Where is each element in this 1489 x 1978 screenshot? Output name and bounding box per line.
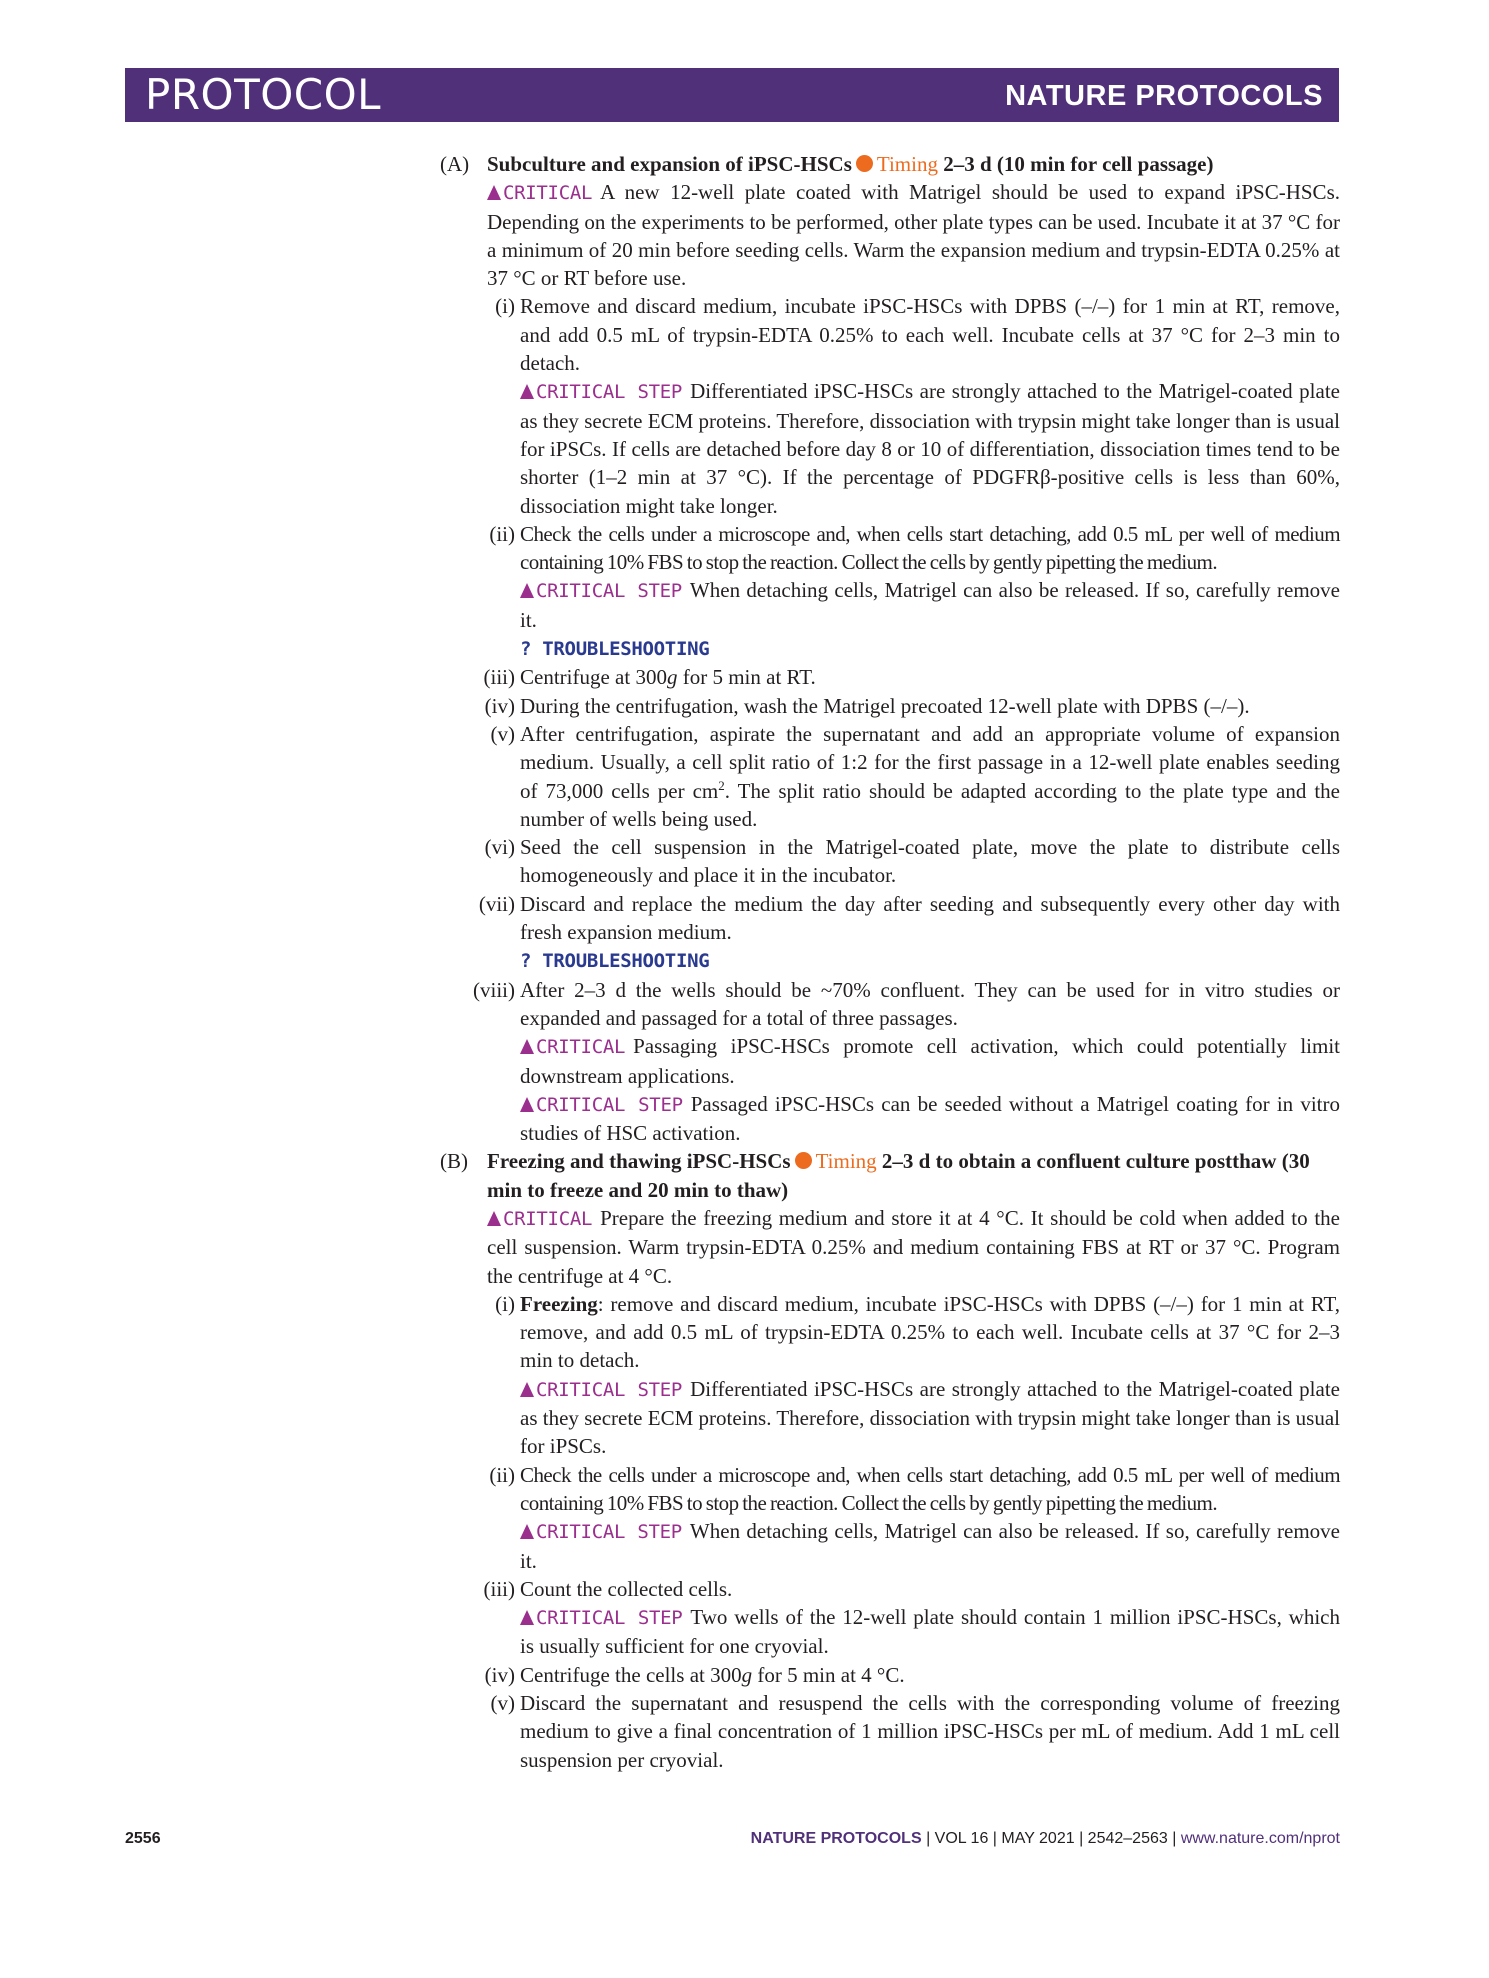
critical-label: CRITICAL (503, 1207, 593, 1230)
section-a-label: (A) (440, 152, 470, 176)
timing-dot-icon (856, 155, 873, 172)
section-a-critical: A new 12-well plate coated with Matrigel should be used to expand iPSC-HSCs. Depending on the experiments to be performed, other plate types can be used. Incubate it at 37 °C for a minimum of 20 min before seeding cells. Warm the expansion medium and trypsin-EDTA 0.25% at 37 °C or RT before use. (487, 180, 1340, 291)
footer-journal: NATURE PROTOCOLS (750, 1830, 922, 1847)
step-b-ii: (ii) Check the cells under a microscope and, when cells start detaching, add 0.5 mL per well of medium containing 10% FBS to stop the reaction. Collect the cells by gently pipetting the medium. CRITICAL STEP When detaching cells, Matrigel can also be released. If so, carefully remove it. (489, 1462, 1340, 1573)
step-text: After 2–3 d the wells should be ~70% confluent. They can be used for in vitro studies or expanded and passaged for a total of three passages. (520, 977, 1340, 1030)
section-a-title: Subculture and expansion of iPSC-HSCs (487, 152, 852, 176)
section-b-title: Freezing and thawing iPSC-HSCs (487, 1149, 791, 1174)
section-label: PROTOCOL (145, 70, 382, 119)
section-b-label: (B) (440, 1149, 468, 1174)
section-b (440, 1147, 1340, 1774)
step-a-iv: (iv) During the centrifugation, wash the Matrigel precoated 12-well plate with DPBS (–/–). (487, 692, 1340, 720)
step-text: Count the collected cells. (520, 1576, 733, 1601)
critical-step-label: CRITICAL STEP (536, 381, 683, 404)
footer-date: MAY 2021 (1001, 1830, 1075, 1847)
timing-label: Timing (876, 152, 938, 176)
section-a (440, 150, 1340, 1147)
critical-triangle-icon (520, 1610, 534, 1625)
critical-triangle-icon (520, 1039, 534, 1054)
step-a-vii: (vii) Discard and replace the medium the day after seeding and subsequently every other day with fresh expansion medium. ? TROUBLESHOOTING (478, 891, 1340, 973)
critical-step-text: When detaching cells, Matrigel can also be released. If so, carefully remove it. (520, 1519, 1340, 1573)
critical-triangle-icon (487, 185, 501, 200)
troubleshooting-link[interactable]: ? TROUBLESHOOTING (520, 950, 710, 973)
main-content (440, 150, 1340, 1774)
critical-step-label: CRITICAL STEP (536, 1607, 683, 1630)
step-a-ii: (ii) Check the cells under a microscope and, when cells start detaching, add 0.5 mL per well of medium containing 10% FBS to stop the reaction. Collect the cells by gently pipetting the medium. CRITICAL STEP When detaching cells, Matrigel can also be released. If so, carefully remove it. ? TROUBLESHOOTING (489, 521, 1340, 661)
critical-triangle-icon (520, 583, 534, 598)
critical-triangle-icon (520, 1524, 534, 1539)
step-a-iii: (iii) Centrifuge at 300g for 5 min at RT. (487, 663, 1340, 691)
section-a-timing: 2–3 d (10 min for cell passage) (943, 152, 1214, 176)
step-text: During the centrifugation, wash the Matrigel precoated 12-well plate with DPBS (–/–). (520, 693, 1250, 718)
step-text: Check the cells under a microscope and, when cells start detaching, add 0.5 mL per well of medium containing 10% FBS to stop the reaction. Collect the cells by gently pipetting the medium. (520, 521, 1340, 575)
step-a-viii: (viii) After 2–3 d the wells should be ~70% confluent. They can be used for in vitro studies or expanded and passaged for a total of three passages. CRITICAL Passaging iPSC-HSCs promote cell activation, which could potentially limit downstream applications. CRITICAL STEP Passaged iPSC-HSCs can be seeded without a Matrigel coating for in vitro studies of HSC activation. (473, 977, 1340, 1146)
critical-step-label: CRITICAL STEP (536, 1521, 682, 1544)
critical-triangle-icon (520, 1097, 534, 1112)
critical-triangle-icon (520, 1382, 534, 1397)
critical-label: CRITICAL (503, 182, 593, 205)
troubleshooting-link[interactable]: ? TROUBLESHOOTING (520, 638, 710, 661)
critical-step-text: Differentiated iPSC-HSCs are strongly attached to the Matrigel-coated plate as they secrete ECM proteins. Therefore, dissociation with trypsin might take longer than is usual for iPSCs. If cells are detached before day 8 or 10 of differentiation, dissociation times tend to be shorter (1–2 min at 37 °C). If the percentage of PDGFRβ-positive cells is less than 60%, dissociation might take longer. (520, 379, 1340, 518)
step-b-i: (i) Freezing: remove and discard medium, incubate iPSC-HSCs with DPBS (–/–) for 1 min at RT, remove, and add 0.5 mL of trypsin-EDTA 0.25% to each well. Incubate cells at 37 °C for 2–3 min to detach. CRITICAL STEP Differentiated iPSC-HSCs are strongly attached to the Matrigel-coated plate as they secrete ECM proteins. Therefore, dissociation with trypsin might take longer than is usual for iPSCs. (495, 1291, 1340, 1459)
timing-label: Timing (815, 1149, 877, 1174)
critical-text: Passaging iPSC-HSCs promote cell activation, which could potentially limit downstream applications. (520, 1034, 1340, 1088)
journal-name: NATURE PROTOCOLS (1005, 80, 1323, 112)
footer-pages: 2542–2563 (1087, 1830, 1168, 1847)
step-text: Check the cells under a microscope and, when cells start detaching, add 0.5 mL per well of medium containing 10% FBS to stop the reaction. Collect the cells by gently pipetting the medium. (520, 1462, 1340, 1515)
running-header (125, 68, 1339, 122)
critical-triangle-icon (487, 1211, 501, 1226)
page-number: 2556 (125, 1830, 161, 1847)
footer-citation: NATURE PROTOCOLS | VOL 16 | MAY 2021 | 2542–2563 | www.nature.com/nprot (750, 1830, 1340, 1847)
step-text: Discard the supernatant and resuspend the cells with the corresponding volume of freezing medium to give a final concentration of 1 million iPSC-HSCs per mL of medium. Add 1 mL cell suspension per cryovial. (520, 1691, 1340, 1772)
critical-label: CRITICAL (536, 1036, 626, 1059)
critical-step-label: CRITICAL STEP (536, 580, 682, 603)
step-a-vi: (vi) Seed the cell suspension in the Matrigel-coated plate, move the plate to distribute cells homogeneously and place it in the incubator. (487, 833, 1340, 890)
critical-step-text: When detaching cells, Matrigel can also be released. If so, carefully remove it. (520, 578, 1340, 632)
critical-step-text: Two wells of the 12-well plate should contain 1 million iPSC-HSCs, which is usually sufficient for one cryovial. (520, 1605, 1340, 1659)
step-b-v: (v) Discard the supernatant and resuspend the cells with the corresponding volume of freezing medium to give a final concentration of 1 million iPSC-HSCs per mL of medium. Add 1 mL cell suspension per cryovial. (487, 1689, 1340, 1774)
critical-triangle-icon (520, 384, 534, 399)
timing-dot-icon (795, 1152, 812, 1169)
critical-step-label: CRITICAL STEP (536, 1093, 683, 1116)
step-b-iii: (iii) Count the collected cells. CRITICAL STEP Two wells of the 12-well plate should contain 1 million iPSC-HSCs, which is usually sufficient for one cryovial. (483, 1576, 1340, 1659)
step-text: Centrifuge the cells at 300g for 5 min at 4 °C. (520, 1662, 905, 1687)
step-text: After centrifugation, aspirate the supernatant and add an appropriate volume of expansion medium. Usually, a cell split ratio of 1:2 for the first passage in a 12-well plate enables seeding of 73,000 cells per $cm^2$. The split ratio should be adapted according to the plate type and the number of wells being used. (520, 721, 1340, 831)
critical-step-label: CRITICAL STEP (536, 1378, 683, 1401)
critical-step-text: Passaged iPSC-HSCs can be seeded without a Matrigel coating for in vitro studies of HSC activation. (520, 1091, 1340, 1146)
footer-url-link[interactable]: www.nature.com/nprot (1180, 1830, 1340, 1847)
step-text: Remove and discard medium, incubate iPSC-HSCs with DPBS (–/–) for 1 min at RT, remove, and add 0.5 mL of trypsin-EDTA 0.25% to each well. Incubate cells at 37 °C for 2–3 min to detach. (520, 294, 1340, 376)
step-text: Seed the cell suspension in the Matrigel-coated plate, move the plate to distribute cells homogeneously and place it in the incubator. (520, 835, 1340, 888)
step-a-i: (i) Remove and discard medium, incubate iPSC-HSCs with DPBS (–/–) for 1 min at RT, remove, and add 0.5 mL of trypsin-EDTA 0.25% to each well. Incubate cells at 37 °C for 2–3 min to detach. CRITICAL STEP Differentiated iPSC-HSCs are strongly attached to the Matrigel-coated plate as they secrete ECM proteins. Therefore, dissociation with trypsin might take longer than is usual for iPSCs. If cells are detached before day 8 or 10 of differentiation, dissociation times tend to be shorter (1–2 min at 37 °C). If the percentage of PDGFRβ-positive cells is less than 60%, dissociation might take longer. (495, 294, 1340, 518)
step-text: Discard and replace the medium the day after seeding and subsequently every other day with fresh expansion medium. (520, 891, 1340, 945)
step-a-v: (v) After centrifugation, aspirate the supernatant and add an appropriate volume of expansion medium. Usually, a cell split ratio of 1:2 for the first passage in a 12-well plate enables seeding of 73,000 cells per $cm^2$. The split ratio should be adapted according to the plate type and the number of wells being used. (487, 720, 1340, 833)
footer-volume: VOL 16 (934, 1830, 989, 1847)
step-b-iv: (iv) Centrifuge the cells at 300g for 5 min at 4 °C. (487, 1661, 1340, 1689)
section-b-critical: Prepare the freezing medium and store it at 4 °C. It should be cold when added to the cell suspension. Warm trypsin-EDTA 0.25% and medium containing FBS at RT or 37 °C. Program the centrifuge at 4 °C. (487, 1205, 1340, 1288)
section-b-timing: 2–3 d to obtain a confluent culture postthaw (30 min to freeze and 20 min to thaw) (487, 1149, 1310, 1202)
step-text: Freezing: remove and discard medium, incubate iPSC-HSCs with DPBS (–/–) for 1 min at RT, remove, and add 0.5 mL of trypsin-EDTA 0.25% to each well. Incubate cells at 37 °C for 2–3 min to detach. (520, 1291, 1340, 1373)
step-text: Centrifuge at 300g for 5 min at RT. (520, 665, 816, 690)
critical-step-text: Differentiated iPSC-HSCs are strongly attached to the Matrigel-coated plate as they secrete ECM proteins. Therefore, dissociation with trypsin might take longer than is usual for iPSCs. (520, 1376, 1340, 1459)
